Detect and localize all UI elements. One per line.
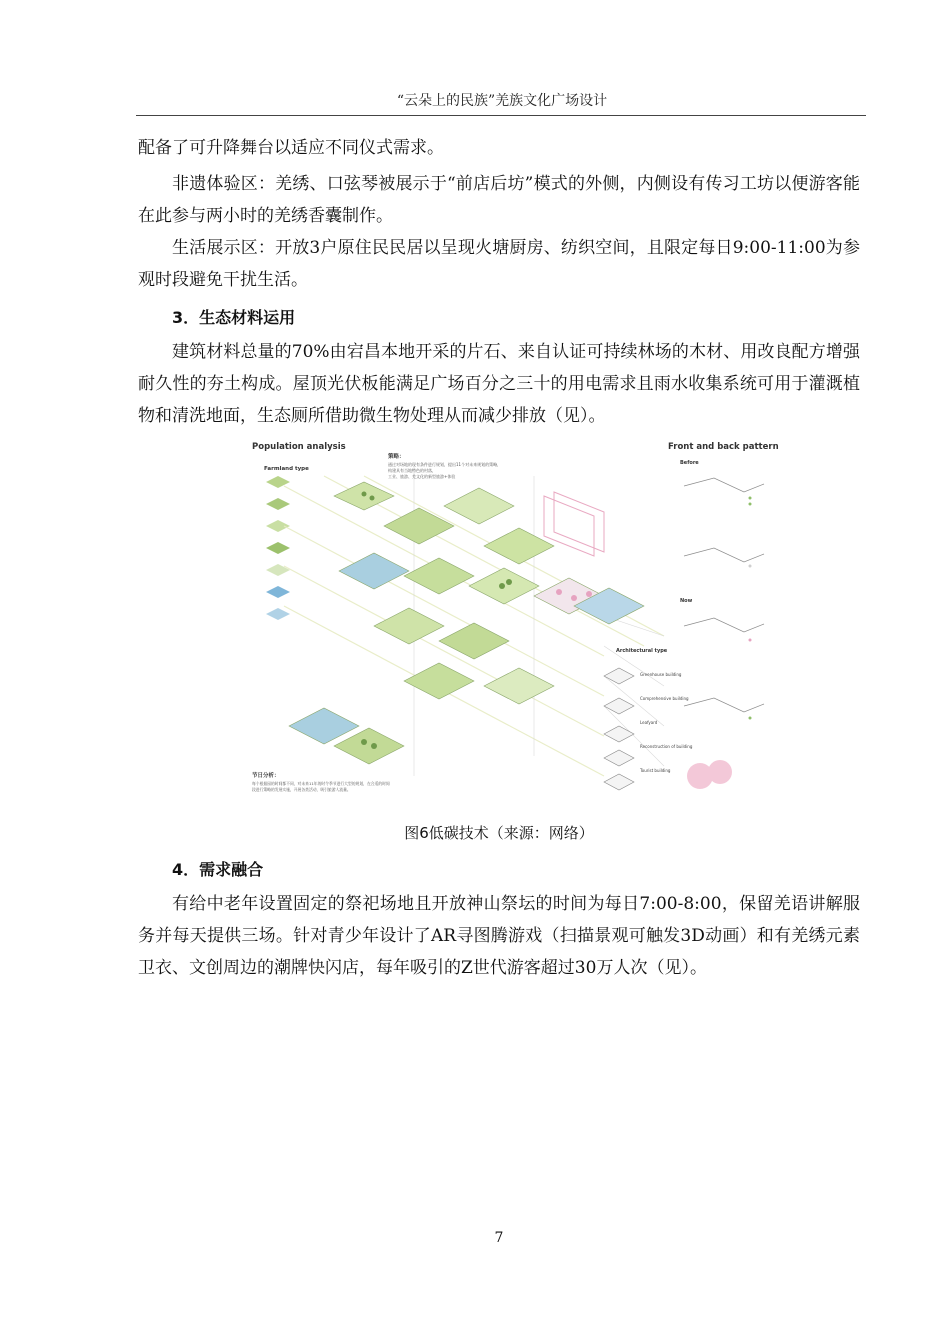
- low-carbon-figure: [244, 436, 792, 810]
- running-header: “云朵上的民族”羌族文化广场设计: [396, 93, 608, 109]
- arch-label-2: Comprehensive building: [640, 696, 689, 701]
- architectural-type-label: Architectural type: [616, 648, 668, 654]
- section-heading-4: 4．需求融合: [172, 860, 264, 879]
- strategy-line-1: 通过对场地的现有条件进行规划，提出11个对未来规划的策略，: [388, 462, 502, 467]
- festival-line-1: 每个根据园的时间都不同，对未来11年的时令季节进行大型的规划，在合适的时间: [252, 781, 390, 786]
- figure-title-left: Population analysis: [252, 442, 346, 452]
- paragraph-5: 有给中老年设置固定的祭祀场地且开放神山祭坛的时间为每日7:00-8:00，保留羌语讲解服务并每天提供三场。针对青少年设计了AR寻图腾游戏（扫描景观可触发3D动画）和有羌绣元素卫衣、文创周边的潮牌快闪店，每年吸引的Z世代游客超过30万人次（见）。: [138, 894, 860, 978]
- figure-caption: 图6低碳技术（来源：网络）: [404, 824, 594, 842]
- paragraph-3: 生活展示区：开放3户原住民民居以呈现火塘厨房、纺织空间，且限定每日9:00-11:00为参观时段避免干扰生活。: [138, 238, 860, 290]
- paragraph-1: 配备了可升降舞台以适应不同仪式需求。: [138, 138, 444, 158]
- festival-line-2: 段进行策略的发展实施，开展各类活动，吸引旅游人流量。: [252, 787, 351, 792]
- header-rule: [136, 115, 866, 116]
- strategy-title: 策略：: [388, 454, 405, 460]
- before-label: Before: [680, 460, 699, 466]
- paragraph-2: 非遗体验区：羌绣、口弦琴被展示于“前店后坊”模式的外侧，内侧设有传习工坊以便游客能在此参与两小时的羌绣香囊制作。: [138, 174, 860, 226]
- strategy-line-3: 工业、旅游、羌文化的新型旅游+体验: [388, 474, 456, 479]
- page-number: 7: [494, 1230, 504, 1246]
- farmland-type-label: Farmland type: [264, 466, 309, 472]
- now-label: Now: [680, 598, 693, 604]
- strategy-line-2: 构建具有当地特色的村落，: [388, 468, 436, 473]
- figure-title-right: Front and back pattern: [668, 442, 779, 452]
- arch-label-5: Tourist building: [640, 768, 671, 773]
- section-heading-3: 3．生态材料运用: [172, 308, 296, 327]
- arch-label-1: Greenhouse building: [640, 672, 682, 677]
- arch-label-4: Reconstruction of building: [640, 744, 693, 749]
- paragraph-4: 建筑材料总量的70%由宕昌本地开采的片石、来自认证可持续林场的木材、用改良配方增强耐久性的夯土构成。屋顶光伏板能满足广场百分之三十的用电需求且雨水收集系统可用于灌溉植物和清洗地面，生态厕所借助微生物处理从而减少排放（见）。: [138, 342, 860, 426]
- arch-label-3: Leafyard: [640, 720, 658, 725]
- festival-title: 节日分析：: [252, 773, 280, 779]
